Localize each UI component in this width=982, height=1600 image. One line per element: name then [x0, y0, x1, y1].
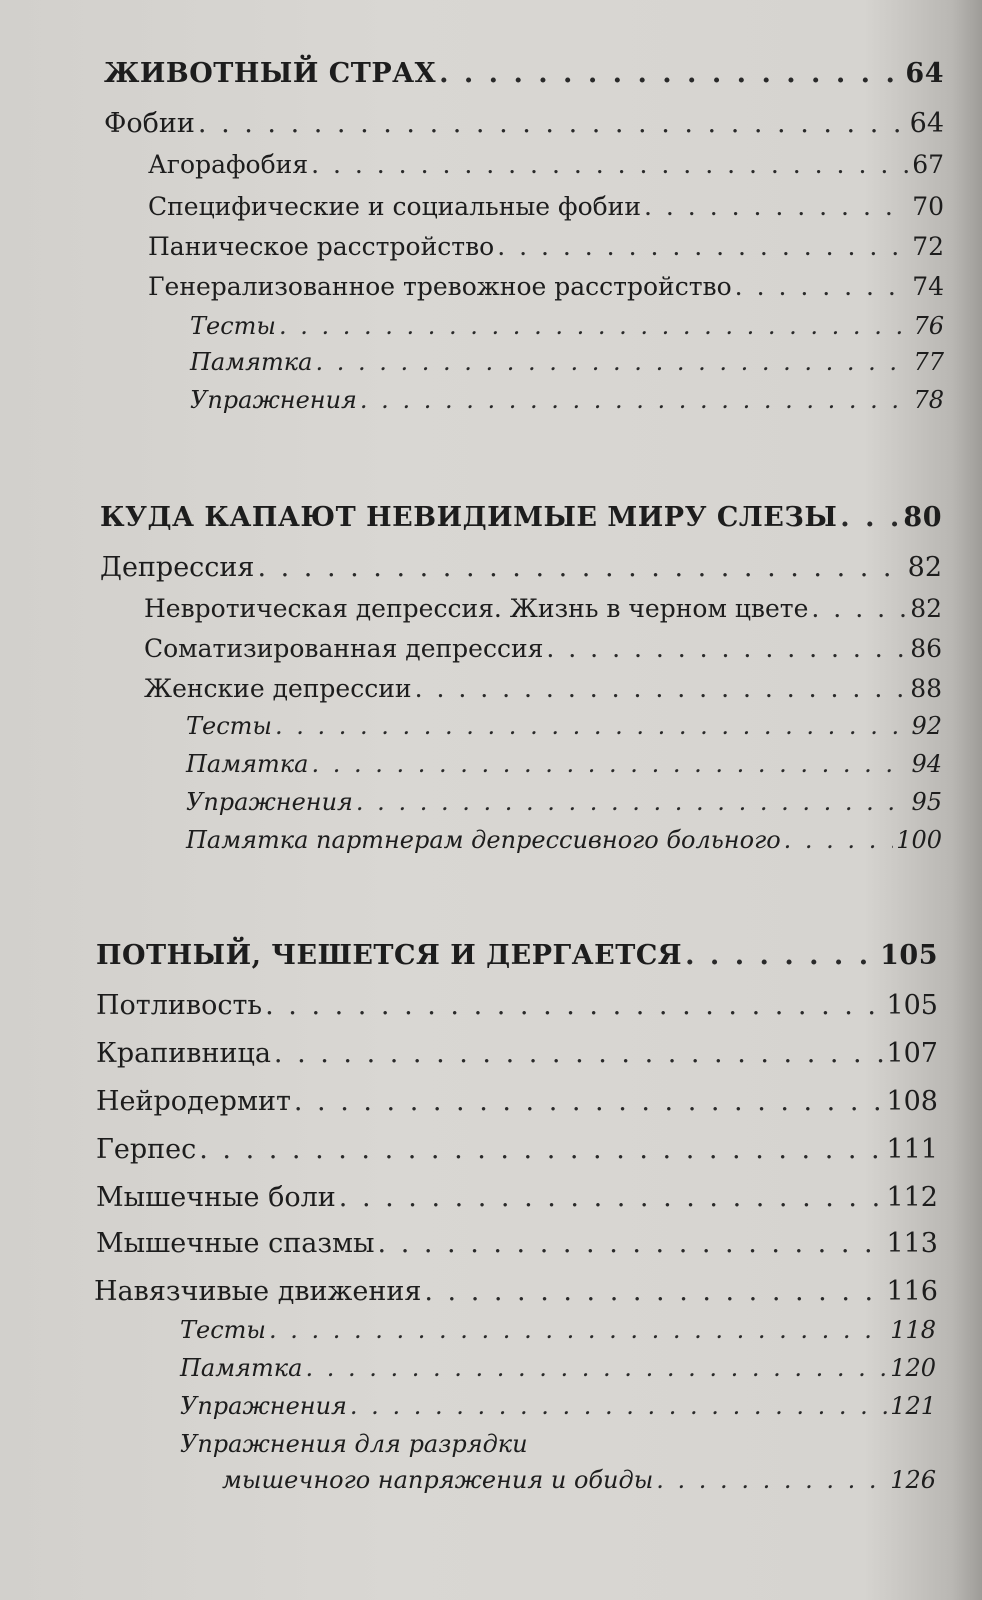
toc-entry-heading: ЖИВОТНЫЙ СТРАХ . . . 64 [104, 58, 944, 89]
toc-entry: Специфические и социальные фобии . . . 70 [148, 192, 944, 221]
toc-entry: Тесты . . . 76 [190, 312, 944, 340]
toc-entry: Агорафобия . . . 67 [148, 150, 944, 179]
toc-entry: Женские депрессии . . . 88 [144, 674, 942, 703]
toc-entry: Мышечные боли . . . 112 [96, 1182, 938, 1213]
toc-entry: Депрессия . . . 82 [100, 552, 942, 583]
toc-entry: Герпес . . . 111 [96, 1134, 938, 1165]
toc-entry: Генерализованное тревожное расстройство . . . 74 [148, 272, 944, 301]
toc-entry: Памятка . . . 77 [190, 348, 944, 376]
toc-entry-heading: КУДА КАПАЮТ НЕВИДИМЫЕ МИРУ СЛЕЗЫ . . . 80 [100, 502, 942, 533]
toc-entry: Фобии . . . 64 [104, 108, 944, 139]
toc-entry: Паническое расстройство . . . 72 [148, 232, 944, 261]
toc-entry: Тесты . . . 118 [180, 1316, 936, 1344]
toc-entry: мышечного напряжения и обиды . . . 126 [222, 1466, 936, 1494]
toc-entry: Крапивница . . . 107 [96, 1038, 938, 1069]
toc-entry: Упражнения . . . 78 [190, 386, 944, 414]
toc-entry: Памятка . . . 94 [186, 750, 942, 778]
toc-entry: Мышечные спазмы . . . 113 [96, 1228, 938, 1259]
toc-entry: Упражнения . . . 121 [180, 1392, 936, 1420]
toc-entry: Соматизированная депрессия . . . 86 [144, 634, 942, 663]
toc-entry: Упражнения . . . 95 [186, 788, 942, 816]
toc-entry: Нейродермит . . . 108 [96, 1086, 938, 1117]
toc-entry: Памятка партнерам депрессивного больного . . . 100 [186, 826, 942, 854]
toc-entry: Потливость . . . 105 [96, 990, 938, 1021]
toc-entry-title-line1: Упражнения для разрядки [180, 1430, 528, 1458]
toc-entry-heading: ПОТНЫЙ, ЧЕШЕТСЯ И ДЕРГАЕТСЯ . . . 105 [96, 940, 938, 971]
toc-entry: Тесты . . . 92 [186, 712, 942, 740]
toc-entry: Памятка . . . 120 [180, 1354, 936, 1382]
toc-entry: Навязчивые движения . . . 116 [94, 1276, 938, 1307]
toc-entry: Невротическая депрессия. Жизнь в черном цвете . . . 82 [144, 594, 942, 623]
